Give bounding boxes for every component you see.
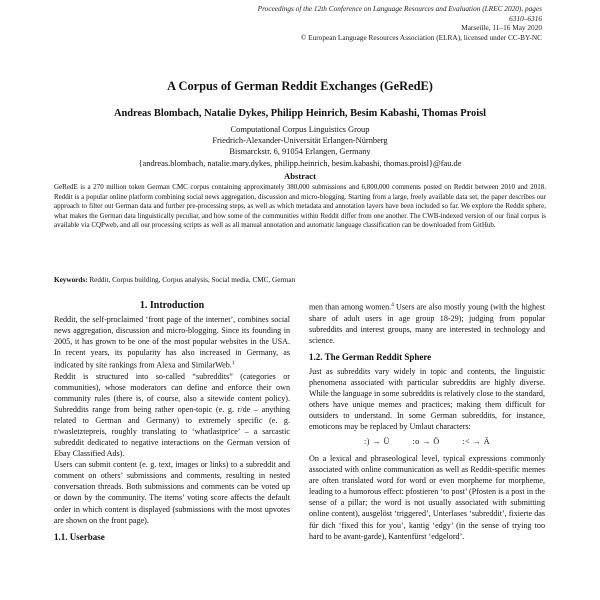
footnote-marker-1: 1 <box>231 360 235 367</box>
intro-paragraph-2: Reddit is structured into so-called “subreddits” (categories or communities), whose moderators can define and enforce their own community rules (there is, of course, also a sitewide content policy). Subreddits range from being rather open-topic (e. g. r/de – anything related to German and Germany) to extremely specific (e. g. r/wasletztepreis, roughly translating to ‘whatlastprice’ – a sarcastic subreddit dedicated to negative interactions on the German version of Ebay Classified Ads). <box>54 371 290 459</box>
author-list: Andreas Blombach, Natalie Dykes, Philipp Heinrich, Besim Kabashi, Thomas Proisl <box>113 108 487 119</box>
abstract-text: GeRedE is a 270 million token German CMC corpus containing approximately 380,000 submissions and 6,800,000 comments posted on Reddit between 2010 and 2018. Reddit is a popular online platform combining social news aggregation, discussion and micro-blogging. Starting from a large, freely available data set, the paper describes our approach to filter out German data and further pre-processing steps, as well as which metadata and annotation layers have been included so far. We explore the Reddit sphere, what makes the German data linguistically peculiar, and how some of the communities within Reddit differ from one another. The CWB-indexed version of our final corpus is available via CQPweb, and all our processing scripts as well as all manual annotation and automatic language classification can be downloaded from GitHub. <box>54 183 546 230</box>
sphere-paragraph-2: On a lexical and phraseological level, typical expressions commonly associated with online communication as well as Reddit-specific memes are often translated word for word or even morpheme for morpheme, leading to a humorous effect: pfostieren ‘to post’ (Pfosten is a post in the sense of a pillar; the word is not usually associated with submitting online content), ausgelöst ‘triggered’, Unterlases ‘subreddit’, fixierte das für dich ‘fixed this for you’, kantig ‘edgy’ (in the sense of trying too hard to be avant-garde), Kantenfürst ‘edgelord’. <box>309 454 545 541</box>
paper-title: A Corpus of German Reddit Exchanges (GeRedE) <box>167 79 433 93</box>
affiliation-university: Friedrich-Alexander-Universität Erlangen-Nürnberg <box>212 136 388 146</box>
header-line-3: © European Language Resources Association (ELRA), licensed under CC-BY-NC <box>300 32 542 42</box>
userbase-continuation <box>309 300 545 346</box>
section-heading-introduction: 1. Introduction <box>139 300 205 311</box>
left-column <box>54 300 290 546</box>
umlaut-example: :o → Ö <box>412 437 440 447</box>
intro-paragraph-3: Users can submit content (e. g. text, images or links) to a subreddit and comment on others’ submissions and comments, resulting in nested conversation threads. Both submissions and comments can be voted up or down by the community. The items’ voting score affects the default order in which content is displayed (submissions with the most upvotes are shown on the front page). <box>54 460 290 525</box>
userbase-continuation-a: men than among women. <box>309 302 392 312</box>
footnote-marker-4: 4 <box>391 302 394 308</box>
abstract-heading: Abstract <box>284 171 316 181</box>
affiliation-address: Bismarckstr. 6, 91054 Erlangen, Germany <box>229 147 371 157</box>
header-line-2: Marseille, 11–16 May 2020 <box>461 23 542 33</box>
keywords-line <box>54 276 546 284</box>
header-line-1: Proceedings of the 12th Conference on Language Resources and Evaluation (LREC 2020), pages 6310–6316 <box>257 4 542 23</box>
intro-paragraph-1-text: Reddit, the self-proclaimed ‘front page of the internet’, combines social news aggregation, discussion and micro-blogging. Since its founding in 2005, it has grown to be one of the most popular websites in the USA. In recent years, its popularity has also increased in Germany, as indicated by site rankings from Alexa and SimilarWeb. <box>54 315 290 370</box>
right-column <box>309 300 545 542</box>
subsection-heading-german-reddit-sphere: 1.2. The German Reddit Sphere <box>309 351 432 362</box>
intro-paragraph-1 <box>54 314 290 371</box>
keywords-text: Reddit, Corpus building, Corpus analysis, Social media, CMC, German <box>89 276 296 284</box>
userbase-continuation-b: Users are also mostly young (with the highest share of adult users in age group 18-29); judging from popular subreddits and interest groups, many are interested in technology and science. <box>309 302 545 345</box>
affiliation-group: Computational Corpus Linguistics Group <box>230 125 370 134</box>
proceedings-header <box>242 4 542 42</box>
umlaut-example: :) → Ü <box>363 437 390 447</box>
affiliation-emails: {andreas.blombach, natalie.mary.dykes, philipp.heinrich, besim.kabashi, thomas.proisl}@fau.de <box>138 158 462 168</box>
affiliation-block <box>0 124 600 169</box>
subsection-heading-userbase: 1.1. Userbase <box>54 531 105 542</box>
umlaut-emoticon-examples <box>309 436 545 447</box>
keywords-label: Keywords: <box>54 276 88 284</box>
umlaut-example: :< → Ä <box>462 437 491 447</box>
sphere-paragraph-1: Just as subreddits vary widely in topic and contents, the linguistic phenomena associated with particular subreddits are highly diverse. While the language in some subreddits is relatively close to the standard, others have unique memes and practices; making them difficult for outsiders to understand. In some German subreddits, for instance, emoticons may be replaced by Umlaut characters: <box>309 366 546 432</box>
